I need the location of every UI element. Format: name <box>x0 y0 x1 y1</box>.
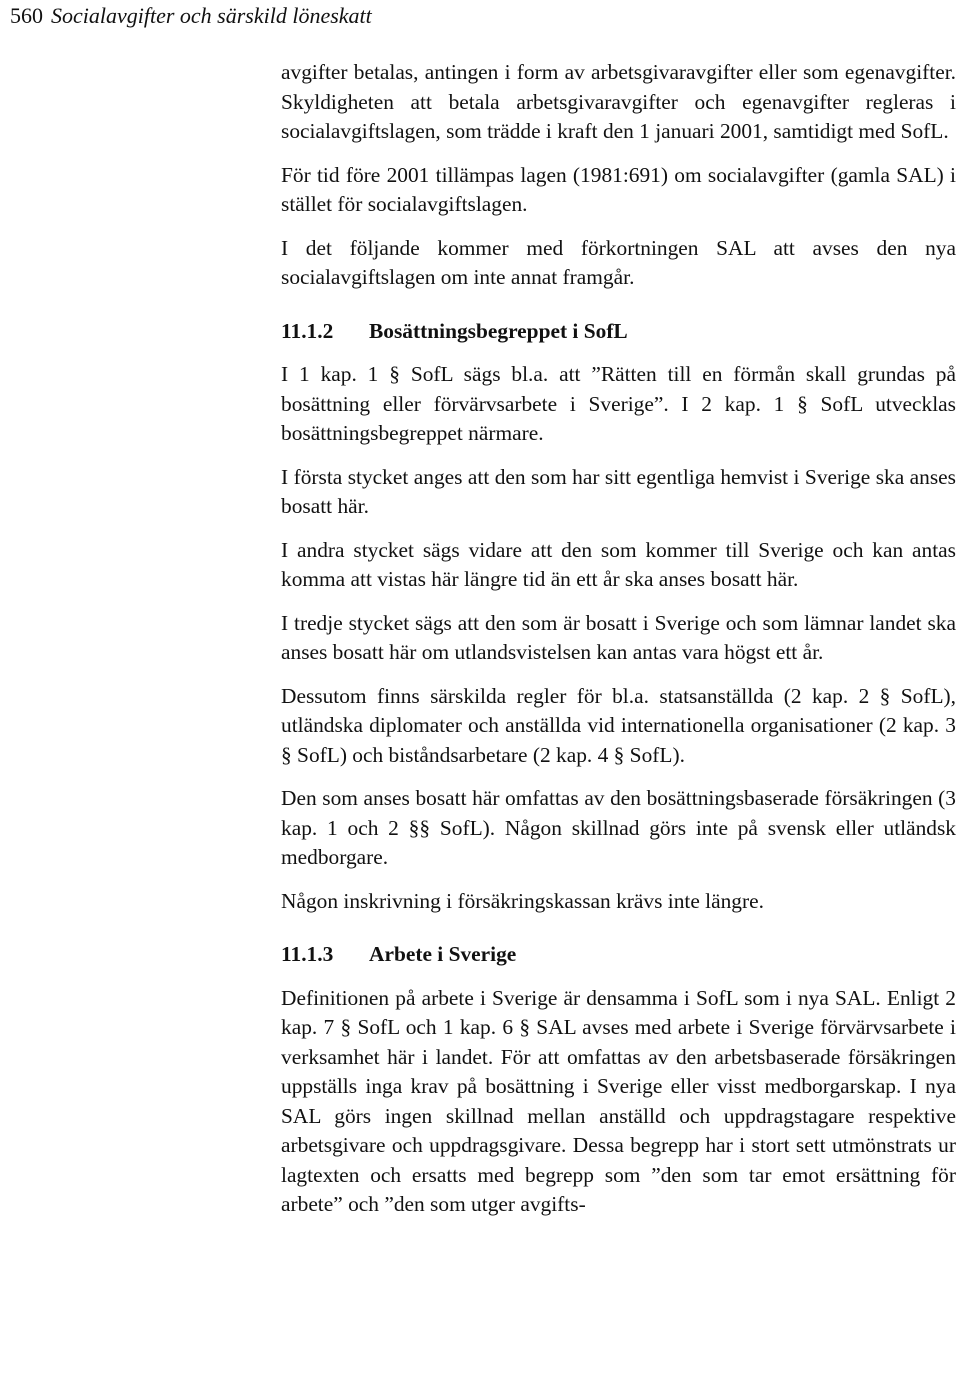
paragraph-inskrivning: Någon inskrivning i försäkringskassan krävs inte längre. <box>281 888 764 913</box>
paragraph-sarskilda-regler: Dessutom finns särskilda regler för bl.a. statsanställda (2 kap. 2 § SofL), utländska diplomater och anställda vid internationella organisationer (2 kap. 3 § SofL) och biståndsarbetare (2 kap. 4 § SofL). <box>281 683 956 767</box>
paragraph-bosattningsbaserade: Den som anses bosatt här omfattas av den bosättningsbaserade försäkringen (3 kap. 1 och 2 §§ SofL). Någon skillnad görs inte på svensk eller utländsk medborgare. <box>281 786 956 869</box>
section-number: 11.1.3 <box>281 942 334 966</box>
section-heading-bosattning <box>281 317 956 347</box>
paragraph-forkortning-sal: I det följande kommer med förkortningen SAL att avses den nya socialavgiftslagen om inte annat framgår. <box>281 235 956 289</box>
paragraph-tredje-stycket: I tredje stycket sägs att den som är bosatt i Sverige och som lämnar landet ska anses bosatt här om utlandsvistelsen kan antas vara högst ett år. <box>281 610 956 664</box>
section-title: Arbete i Sverige <box>369 942 517 966</box>
section-title: Bosättningsbegreppet i SofL <box>369 318 628 343</box>
running-title: Socialavgifter och särskild löneskatt <box>51 3 372 28</box>
paragraph-definitionen: Definitionen på arbete i Sverige är densamma i SofL som i nya SAL. Enligt 2 kap. 7 § SofL och 1 kap. 6 § SAL avses med arbete i Sverige förvärvsarbete i verksamhet här i landet. För att omfattas av den arbetsbaserade försäkringen uppställs inga krav på bosättning i Sverige eller visst medborgarskap. I nya SAL görs ingen skillnad mellan anställd och uppdragstagare respektive arbetsgivare och uppdragsgivare. Dessa begrepp har i stort sett utmönstrats ur lagtexten och ersatts med begrepp som ”den som tar emot ersättning för arbete” och ”den som utger avgifts- <box>281 985 956 1216</box>
paragraph-avgifter: avgifter betalas, antingen i form av arbetsgivaravgifter eller som egenavgifter. Skyldigheten att betala arbetsgivaravgifter och egenavgifter regleras i socialavgiftslagen, som trädde i kraft den 1 januari 2001, samtidigt med SofL. <box>281 60 956 143</box>
page-body <box>281 58 956 1220</box>
page-number: 560 <box>10 3 43 28</box>
running-header <box>10 2 372 30</box>
paragraph-andra-stycket: I andra stycket sägs vidare att den som kommer till Sverige och kan antas komma att vistas här längre tid än ett år ska anses bosatt här. <box>281 537 956 591</box>
paragraph-tid-fore-2001: För tid före 2001 tillämpas lagen (1981:691) om socialavgifter (gamla SAL) i stället för socialavgiftslagen. <box>281 162 956 216</box>
paragraph-1-kap: I 1 kap. 1 § SofL sägs bl.a. att ”Rätten till en förmån skall grundas på bosättning eller förvärvsarbete i Sverige”. I 2 kap. 1 § SofL utvecklas bosättningsbegreppet närmare. <box>281 362 956 445</box>
section-heading-arbete <box>281 940 956 970</box>
section-number: 11.1.2 <box>281 318 334 343</box>
paragraph-forsta-stycket: I första stycket anges att den som har sitt egentliga hemvist i Sverige ska anses bosatt här. <box>281 464 956 518</box>
